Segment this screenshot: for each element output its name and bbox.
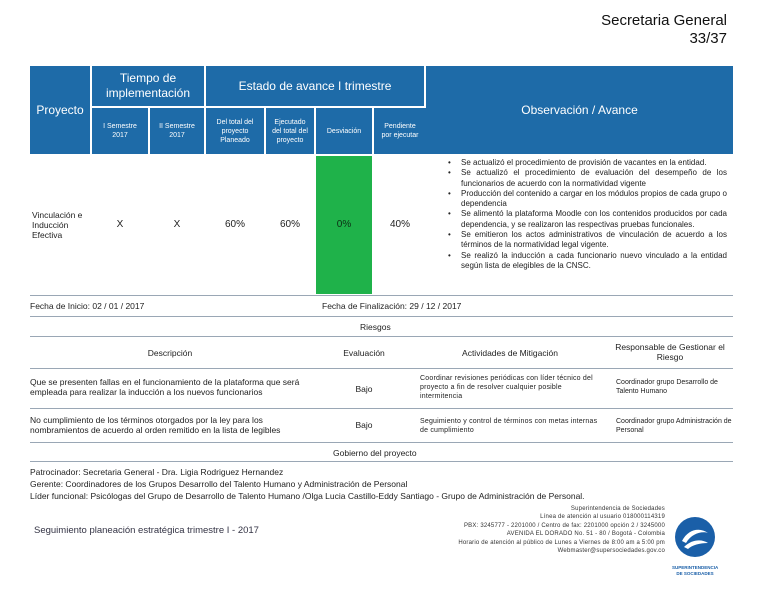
contact-line: PBX: 3245777 - 2201000 / Centro de fax: 2201000 opción 2 / 3245000 [463,522,665,529]
gobierno-gerente: Gerente: Coordinadores de los Grupos Desarrollo del Talento Humano y Administración de Personal [30,479,408,489]
desviacion-value: 0% [316,156,372,294]
ejecutado-value: 60% [266,156,314,294]
riesgo-1-actividades: Coordinar revisiones periódicas con líder técnico del proyecto a fin de resolver cualquier posible intermitencia [420,375,593,400]
observation-item: • Se alimentó la plataforma Moodle con los contenidos producidos por cada dependencia, y se realizaron las respectivas pruebas funcionales. [457,209,727,230]
riesgos-col-descripcion: Descripción [147,348,193,358]
contact-line[interactable]: Webmaster@supersociedades.gov.co [557,548,665,555]
pendiente-value: 40% [374,156,426,294]
ejecutado-header: Ejecutado del total del proyecto [266,108,314,154]
contact-line: Horario de atención al público de Lunes a Viernes de 8:00 am a 5:00 pm [458,539,665,546]
divider [30,336,733,337]
riesgos-title: Riesgos [360,322,391,332]
contact-line: AVENIDA EL DORADO No. 51 - 80 / Bogotá - Colombia [506,531,665,538]
riesgo-1-descripcion: Que se presenten fallas en el funcionamiento de la plataforma que será empleada para realizar la inducción a los nuevos funcionarios [30,377,300,397]
observation-item: • Se emitieron los actos administrativos de vinculación de acuerdo a los términos de la normatividad legal vigente. [457,230,727,251]
divider [30,295,733,296]
observation-item: • Se actualizó el procedimiento de provisión de vacantes en la entidad. [457,158,727,168]
riesgos-col-actividades: Actividades de Mitigación [462,348,558,358]
fecha-fin: Fecha de Finalización: 29 / 12 / 2017 [322,301,462,311]
semestre-2-value: X [150,156,204,294]
riesgo-2-descripcion: No cumplimiento de los términos otorgados por la ley para los nombramientos de acuerdo al orden remitido en la lista de legibles [30,415,281,435]
title-line-2: 33/37 [689,30,727,47]
riesgo-2-evaluacion: Bajo [355,420,373,430]
gobierno-title: Gobierno del proyecto [333,448,417,458]
divider [30,442,733,443]
semestre-1-value: X [92,156,148,294]
footer-contact [420,505,665,555]
observations-list [447,158,727,271]
fecha-inicio: Fecha de Inicio: 02 / 01 / 2017 [30,301,145,311]
riesgo-2-responsable: Coordinador grupo Administración de Personal [616,418,732,434]
footer-left-text: Seguimiento planeación estratégica trimestre I - 2017 [34,525,259,536]
divider [30,316,733,317]
desviacion-header: Desviación [316,108,372,154]
observation-item: • Se actualizó el procedimiento de evaluación del desempeño de los funcionarios de acuerdo con la normatividad vigente [457,168,727,189]
riesgos-col-responsable: Responsable de Gestionar el Riesgo [615,342,725,362]
contact-line: Línea de atención al usuario 018000114319 [540,514,665,521]
divider [30,461,733,462]
observacion-header: Observación / Avance [426,66,733,154]
divider [30,368,733,369]
proyecto-header: Proyecto [30,66,90,154]
semestre-2-header: II Semestre 2017 [150,108,204,154]
observation-item: • Producción del contenido a cargar en los módulos propios de cada grupo o dependencia [457,189,727,210]
planeado-value: 60% [206,156,264,294]
project-name: Vinculación e Inducción Efectiva [30,156,90,294]
logo-mark-icon [672,515,718,559]
divider [30,408,733,409]
tiempo-header: Tiempo de implementación [92,66,204,106]
gobierno-lider: Líder funcional: Psicólogas del Grupo de Desarrollo de Talento Humano /Olga Lucia Castillo-Eddy Santiago - Grupo de Administración de Personal. [30,491,585,501]
estado-header: Estado de avance I trimestre [206,66,424,106]
observation-item: • Se realizó la inducción a cada funcionario nuevo vinculado a la entidad según lista de elegibles de la CNSC. [457,251,727,272]
title-line-1: Secretaria General [601,12,727,29]
logo-text: SUPERINTENDENCIA DE SOCIEDADES [672,565,719,576]
riesgo-1-responsable: Coordinador grupo Desarrollo de Talento Humano [616,379,718,395]
planeado-header: Del total del proyecto Planeado [206,108,264,154]
riesgos-col-evaluacion: Evaluación [343,348,385,358]
riesgo-1-evaluacion: Bajo [355,384,373,394]
supersociedades-logo [672,515,718,575]
page-title [601,12,727,48]
gobierno-patrocinador: Patrocinador: Secretaria General - Dra. Ligia Rodriguez Hernandez [30,467,284,477]
semestre-1-header: I Semestre 2017 [92,108,148,154]
pendiente-header: Pendiente por ejecutar [374,108,426,154]
riesgo-2-actividades: Seguimiento y control de términos con metas internas de cumplimiento [420,418,598,434]
contact-line: Superintendencia de Sociedades [570,506,665,512]
